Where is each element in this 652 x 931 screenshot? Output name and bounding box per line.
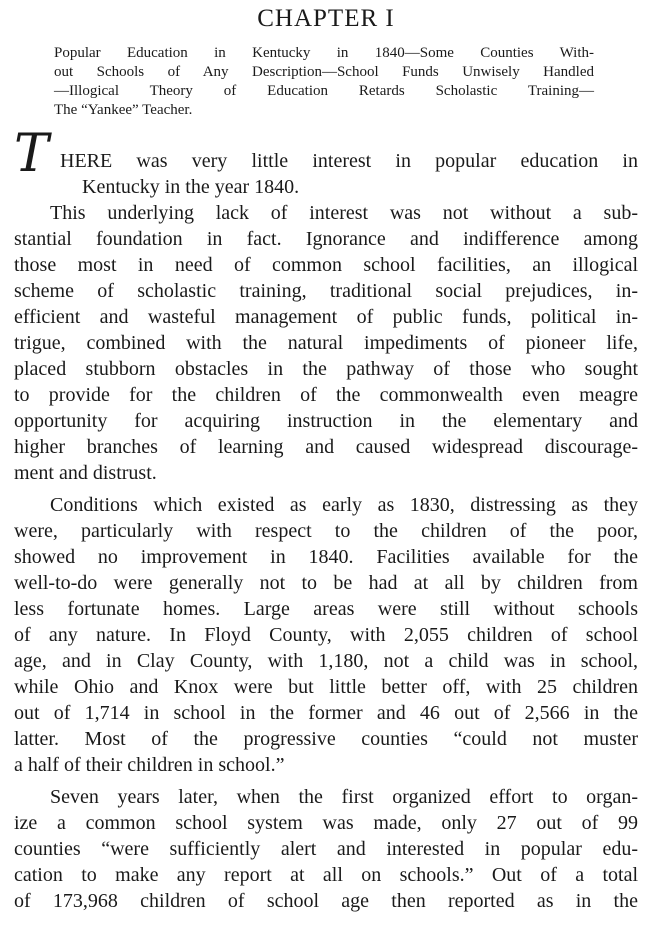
chapter-title: CHAPTER I (257, 5, 395, 32)
text-line: those most in need of common school facilities, an illogical (14, 254, 638, 276)
text-line: opportunity for acquiring instruction in the elementary and (14, 410, 638, 432)
text-line: This underlying lack of interest was not without a sub- (50, 202, 638, 224)
text-line: of any nature. In Floyd County, with 2,055 children of school (14, 624, 638, 646)
text-line: Conditions which existed as early as 1830, distressing as they (50, 494, 638, 516)
text-line: efficient and wasteful management of public funds, political in- (14, 306, 638, 328)
text-line: age, and in Clay County, with 1,180, not a child was in school, (14, 650, 638, 672)
text-line: latter. Most of the progressive counties “could not muster (14, 728, 638, 750)
body-text (14, 124, 638, 914)
text-line: stantial foundation in fact. Ignorance and indifference among (14, 228, 638, 250)
text-line: Kentucky in the year 1840. (82, 176, 300, 198)
text-line: a half of their children in school.” (14, 754, 285, 776)
paragraph-2 (14, 200, 638, 486)
text-line: out of 1,714 in school in the former and 46 out of 2,566 in the (14, 702, 638, 724)
text-line: cation to make any report at all on schools.” Out of a total (14, 864, 638, 886)
synopsis-line: Popular Education in Kentucky in 1840—Some Counties With- (54, 45, 594, 61)
synopsis-line: —Illogical Theory of Education Retards Scholastic Training— (54, 83, 594, 99)
synopsis-line: The “Yankee” Teacher. (54, 102, 193, 118)
text-line: placed stubborn obstacles in the pathway of those who sought (14, 358, 638, 380)
drop-cap: T (14, 124, 49, 184)
text-line: showed no improvement in 1840. Facilities available for the (14, 546, 638, 568)
paragraph-3 (14, 492, 638, 778)
text-line: less fortunate homes. Large areas were still without schools (14, 598, 638, 620)
text-line: well-to-do were generally not to be had at all by children from (14, 572, 638, 594)
text-line: higher branches of learning and caused widespread discourage- (14, 436, 638, 458)
text-line: while Ohio and Knox were but little better off, with 25 children (14, 676, 638, 698)
text-line: ize a common school system was made, only 27 out of 99 (14, 812, 638, 834)
text-line: to provide for the children of the commonwealth even meagre (14, 384, 638, 406)
text-line: ment and distrust. (14, 462, 157, 484)
synopsis-line: out Schools of Any Description—School Funds Unwisely Handled (54, 64, 594, 80)
text-line: counties “were sufficiently alert and interested in popular edu- (14, 838, 638, 860)
paragraph-4 (14, 784, 638, 914)
chapter-synopsis (14, 44, 638, 120)
book-page (0, 4, 652, 931)
text-line: scheme of scholastic training, traditional social prejudices, in- (14, 280, 638, 302)
text-line: Seven years later, when the first organized effort to organ- (50, 786, 638, 808)
text-line: trigue, combined with the natural impediments of pioneer life, (14, 332, 638, 354)
paragraph-1 (14, 124, 638, 184)
text-line: of 173,968 children of school age then reported as in the (14, 890, 638, 912)
text-line: were, particularly with respect to the children of the poor, (14, 520, 638, 542)
text-line: HERE was very little interest in popular education in (60, 150, 638, 172)
